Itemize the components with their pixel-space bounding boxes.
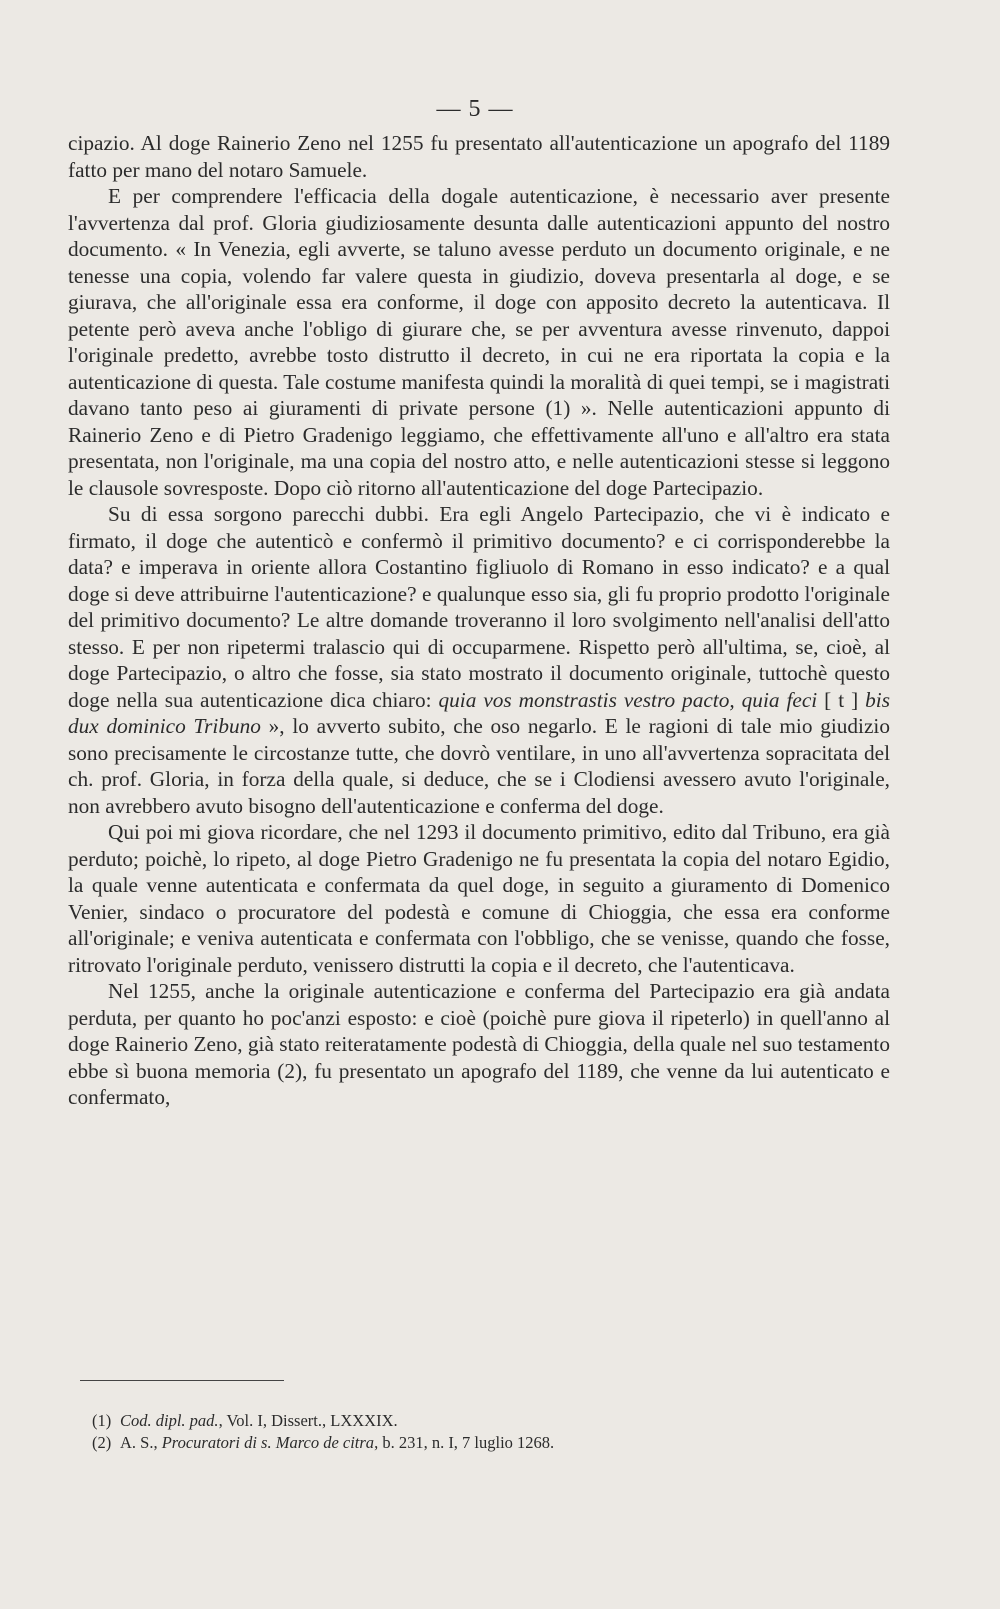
paragraph (68, 978, 890, 1111)
text-segment: A. S., (120, 1433, 162, 1452)
paragraph (68, 183, 890, 501)
footnote (92, 1410, 852, 1432)
italic-citation: bis dux dominico Tribuno (68, 687, 891, 738)
italic-citation: Cod. dipl. pad. (120, 1411, 219, 1430)
paragraph (68, 819, 890, 978)
text-segment: Qui poi mi giova ricordare, che nel 1293 il documento primitivo, edito dal Tribuno, era già perduto; poichè, lo ripeto, al doge Pietro Gradenigo ne fu presentata la copia del notaro Egidio, la quale venne autenticata e confermata da quel doge, in seguito a giuramento di Domenico Venier, sindaco o procuratore del podestà e comune di Chioggia, che essa era conforme all'originale; e veniva autenticata e confermata con l'obbligo, che se venisse, quando che fosse, ritrovato l'originale perduto, venissero distrutti la copia e il decreto, che l'autenticava. (68, 820, 890, 977)
body-text (68, 130, 890, 1111)
footnote (92, 1432, 852, 1454)
text-segment: E per comprendere l'efficacia della dogale autenticazione, è necessario aver presente l'avvertenza dal prof. Gloria giudiziosamente desunta dalle autenticazioni appunto del nostro documento. « In Venezia, egli avverte, se taluno avesse perduto un documento originale, e ne tenesse una copia, volendo far valere questa in giudizio, doveva presentarla al doge, e se giurava, che all'originale essa era conforme, il doge con apposito decreto la autenticava. Il petente però aveva anche l'obligo di giurare che, se per avventura avesse rinvenuto, dappoi l'originale predetto, avrebbe tosto distrutto il decreto, in cui ne era riportata la copia e la autenticazione di questa. Tale costume manifesta quindi la moralità di quei tempi, se i magistrati davano tanto peso ai giuramenti di private persone (1) ». Nelle autenticazioni appunto di Rainerio Zeno e di Pietro Gradenigo leggiamo, che effettivamente all'uno e all'altro era stata presentata, non l'originale, ma una copia del nostro atto, e nelle autenticazioni stesse si leggono le clausole sovresposte. Dopo ciò ritorno all'autenticazione del doge Partecipazio. (68, 184, 890, 500)
italic-citation: Procuratori di s. Marco de citra (161, 1433, 375, 1452)
page-number: — 5 — (436, 96, 514, 122)
text-segment: cipazio. Al doge Rainerio Zeno nel 1255 fu presentato all'autenticazione un apografo del 1189 fatto per mano del notaro Samuele. (68, 131, 890, 182)
text-segment: , Vol. I, Dissert., LXXXIX. (218, 1411, 398, 1430)
text-segment: , b. 231, n. I, 7 luglio 1268. (374, 1433, 555, 1452)
paragraph (68, 501, 890, 819)
footnote-marker: (2) (92, 1433, 112, 1452)
text-segment: [ t ] (817, 687, 866, 712)
text-segment: Su di essa sorgono parecchi dubbi. Era egli Angelo Partecipazio, che vi è indicato e firmato, il doge che autenticò e confermò il primitivo documento? e ci corrisponderebbe la data? e imperava in oriente allora Costantino figliuolo di Romano in esso indicato? e a qual doge si deve attribuirne l'autenticazione? e qualunque esso sia, gli fu proprio prodotto l'originale del primitivo documento? Le altre domande troveranno il loro svolgimento nell'analisi dell'atto stesso. E per non ripetermi tralascio qui di occuparmene. Rispetto però all'ultima, se, cioè, al doge Partecipazio, o altro che fosse, sia stato mostrato il documento originale, tuttochè questo doge nella sua autenticazione dica chiaro: (68, 502, 890, 712)
italic-citation: quia vos monstrastis vestro pacto, quia feci (438, 687, 818, 712)
footnote-marker: (1) (92, 1411, 112, 1430)
text-segment: », lo avverto subito, che oso negarlo. E le ragioni di tale mio giudizio sono precisamente le circostanze tutte, che dovrò ventilare, in uno all'avvertenza sopracitata del ch. prof. Gloria, in forza della quale, si deduce, che se i Clodiensi avessero avuto l'originale, non avrebbero avuto bisogno dell'autenticazione e conferma del doge. (68, 714, 890, 818)
footnote-divider (80, 1380, 284, 1381)
paragraph (68, 130, 890, 183)
text-segment: Nel 1255, anche la originale autenticazione e conferma del Partecipazio era già andata perduta, per quanto ho poc'anzi esposto: e cioè (poichè pure giova il ripeterlo) in quell'anno al doge Rainerio Zeno, già stato reiteratamente podestà di Chioggia, della quale nel suo testamento ebbe sì buona memoria (2), fu presentato un apografo del 1189, che venne da lui autenticato e confermato, (68, 979, 890, 1109)
footnotes (92, 1410, 852, 1454)
